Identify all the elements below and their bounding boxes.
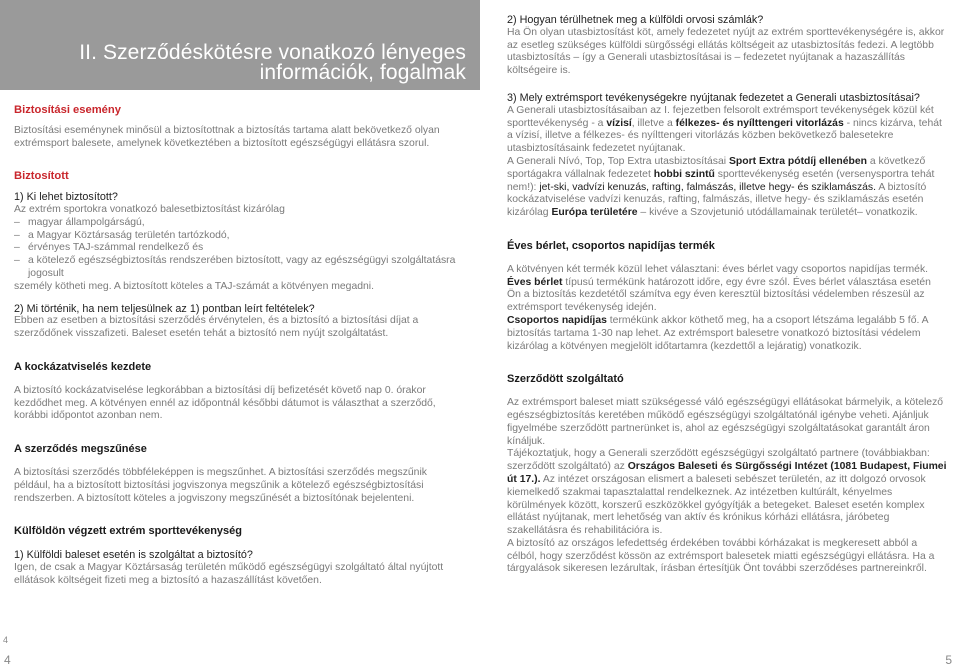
szolgaltato-p2: Tájékoztatjuk, hogy a Generali szerződött egészségügyi szolgáltató partnere (továbbiakban: szerződött szolgáltató) az Országos Baleseti és Sürgősségi Intézet (1081 Budapest, Fiumei út 17.). Az intézet országosan elismert a baleseti sebészet területén, az itt dolgozó orvosok kiemelkedő szakmai tapasztalattal rendelkeznek. Az intézetben kultúrált, kényelmes körülmények között, korszerű eszközökkel gyógyítják a betegeket. Baleset esetén komplex ellátást nyújtanak, mert lehetőség van aktív és krónikus kórházi ellátásra, járóbeteg szakellátásra és rehabilitációra is. <box>507 448 947 537</box>
question-ki-lehet: 1) Ki lehet biztosított? <box>14 191 118 204</box>
szolgaltato-p1: Az extrémsport baleset miatt szükségessé váló egészségügyi ellátásokat bármelyik, a kötelező egészségbiztosítás keretében működő egészségügyi szolgáltatónál igénybe veheti. Ajánljuk figyelmébe szerződött partnerünket is, ahol az egészségügyi szolgáltatásokat garantált áron kínáljuk. <box>507 397 944 447</box>
question-mi-tortenik: 2) Mi történik, ha nem teljesülnek az 1) pontban leírt feltételek? <box>14 302 315 315</box>
orvosi-szamlak-text: Ha Ön olyan utasbiztosítást köt, amely fedezetet nyújt az extrém sporttevékenységére is, akkor az esetleg szükséges külföldi sürgősségi ellátás költségeit az utasbiztosítás fedezi. A legtöbb utasbiztosítás – így a Generali utasbiztosításai is – fedezetet nyújtanak a hazaszállítás költségeire is. <box>507 26 945 77</box>
berlet-p2: Éves bérlet típusú termékünk határozott időre, egy évre szól. Éves bérlet választása esetén Ön a biztosítás kezdetétől számítva egy éven keresztül biztosítási védelemben részesül az extrémsport tevékenység idején. <box>507 276 931 314</box>
section-title-band <box>0 0 480 90</box>
question-extremsport-fedezet: 3) Mely extrémsport tevékenységekre nyújtanak fedezetet a Generali utasbiztosításai? <box>507 91 920 104</box>
berlet-p3: Csoportos napidíjas termékünk akkor köthető meg, ha a csoport létszáma legalább 5 fő. A biztosítás tartama 1-30 nap lehet. Az extrémsport balesetre vonatkozó biztosítási védelem kizárólag a kötvényen megjelölt időtartamra (kezdettől a lejáratig) vonatkozik. <box>507 314 929 352</box>
kockazatviseles-text: A biztosító kockázatviselése legkorábban a biztosítási díj befizetését követő nap 0. órakor kezdődhet meg. A kötvényen ennél az időpontnál későbbi dátumot is választhat a szerződő, korábbi időpontot azonban nem. <box>14 384 436 422</box>
list-item: – érvényes TAJ-számmal rendelkező és <box>14 242 204 254</box>
kulfoldi-baleset-text: Igen, de csak a Magyar Köztársaság területén működő egészségügyi szolgáltató által nyújtott ellátások költségeit fizeti meg a biztosító a hazaszállítást követően. <box>14 561 444 586</box>
question-kulfoldi-baleset: 1) Külföldi baleset esetén is szolgáltat a biztosító? <box>14 549 253 562</box>
megszunes-text: A biztosítási szerződés többféleképpen is megszűnhet. A biztosítási szerződés megszűnik például, ha a biztosított biztosítási jogviszonya megszűnik a kötelező egészségbiztosítási rendszerben. A biztosított köteles a jogviszony megszűnését a biztosítónak bejelenteni. <box>14 466 427 504</box>
heading-biztositasi-esemeny: Biztosítási esemény <box>14 104 121 116</box>
biztositott-outro: személy kötheti meg. A biztosított köteles a TAJ-számát a kötvényen megadni. <box>14 280 374 292</box>
heading-megszunes: A szerződés megszűnése <box>14 443 147 456</box>
left-column <box>14 104 457 588</box>
biztositott-conditions-list <box>14 217 457 281</box>
heading-kulfold: Külföldön végzett extrém sporttevékenység <box>14 525 243 538</box>
page-number-left: 4 <box>4 653 11 667</box>
biztositott-intro: Az extrém sportokra vonatkozó balesetbiztosítást kizárólag <box>14 203 285 215</box>
berlet-p1: A kötvényen két termék közül lehet választani: éves bérlet vagy csoportos napidíjas termék. <box>507 263 929 275</box>
section-title-line-2: információk, fogalmak <box>259 61 466 84</box>
biztositasi-esemeny-text: Biztosítási eseménynek minősül a biztosítottnak a biztosítás tartama alatt bekövetkező olyan extrémsport balesete, amelynek következtében a biztosított egészségügyi ellátásra szorul. <box>14 124 440 149</box>
mi-tortenik-text: Ebben az esetben a biztosítási szerződés érvénytelen, és a biztosító a biztosítási díjat a szerződőnek visszafizeti. Baleset esetén tehát a biztosító nem nyújt szolgáltatást. <box>14 315 419 340</box>
list-item: – magyar állampolgárságú, <box>14 216 145 228</box>
page-marker: 4 <box>3 635 9 645</box>
heading-biztositott: Biztosított <box>14 170 69 183</box>
page-number-right: 5 <box>945 653 952 667</box>
heading-szolgaltato: Szerződött szolgáltató <box>507 373 624 386</box>
list-item: – a Magyar Köztársaság területén tartózkodó, <box>14 229 230 241</box>
extremsport-fedezet-p1: A Generali utasbiztosításaiban az I. fejezetben felsorolt extrémsport tevékenységek közül két sporttevékenység - a vízisí, illetve a félkezes- és nyílttengeri vitorlázás - nincs kizárva, tehát a vízisí, illetve a félkezes- és nyílttengeri vitorlázás közben bekövetkező balesetekre utasbiztosításaink fedezetet nyújtanak. <box>507 104 942 155</box>
heading-berlet: Éves bérlet, csoportos napidíjas termék <box>507 239 715 252</box>
right-column <box>507 14 947 576</box>
extremsport-fedezet-p2: A Generali Nívó, Top, Top Extra utasbiztosításai Sport Extra pótdíj ellenében a következő sportágakra vállalnak fedezetet hobbi szintű sporttevékenység esetén (versenysportra tehát nem!): jet-ski, vadvízi kenuzás, rafting, falmászás, illetve hegy- és sziklamászás. A biztosító kockázatviselése vadvízi kenuzás, rafting, falmászás, illetve hegy- és sziklamászás esetén kizárólag Európa területére – kivéve a Szovjetunió utódállamainak területét– vonatkozik. <box>507 155 935 219</box>
heading-kockazatviseles: A kockázatviselés kezdete <box>14 360 152 373</box>
section-title-line-1: II. Szerződéskötésre vonatkozó lényeges <box>79 41 466 64</box>
list-item: – a kötelező egészségbiztosítás rendszerében biztosított, vagy az egészségügyi szolgáltatásra jogosult <box>14 255 456 279</box>
question-orvosi-szamlak: 2) Hogyan térülhetnek meg a külföldi orvosi számlák? <box>507 14 764 26</box>
szolgaltato-p3: A biztosító az országos lefedettség érdekében további kórházakat is megkeresett abból a célból, hogy szerződést kössön az extrémsport balesetek miatti egészségügyi ellátásra. Ha a tárgyalások sikeresen lezárultak, írásban értesítjük Önt további szerződéses partnereinkről. <box>507 537 935 575</box>
